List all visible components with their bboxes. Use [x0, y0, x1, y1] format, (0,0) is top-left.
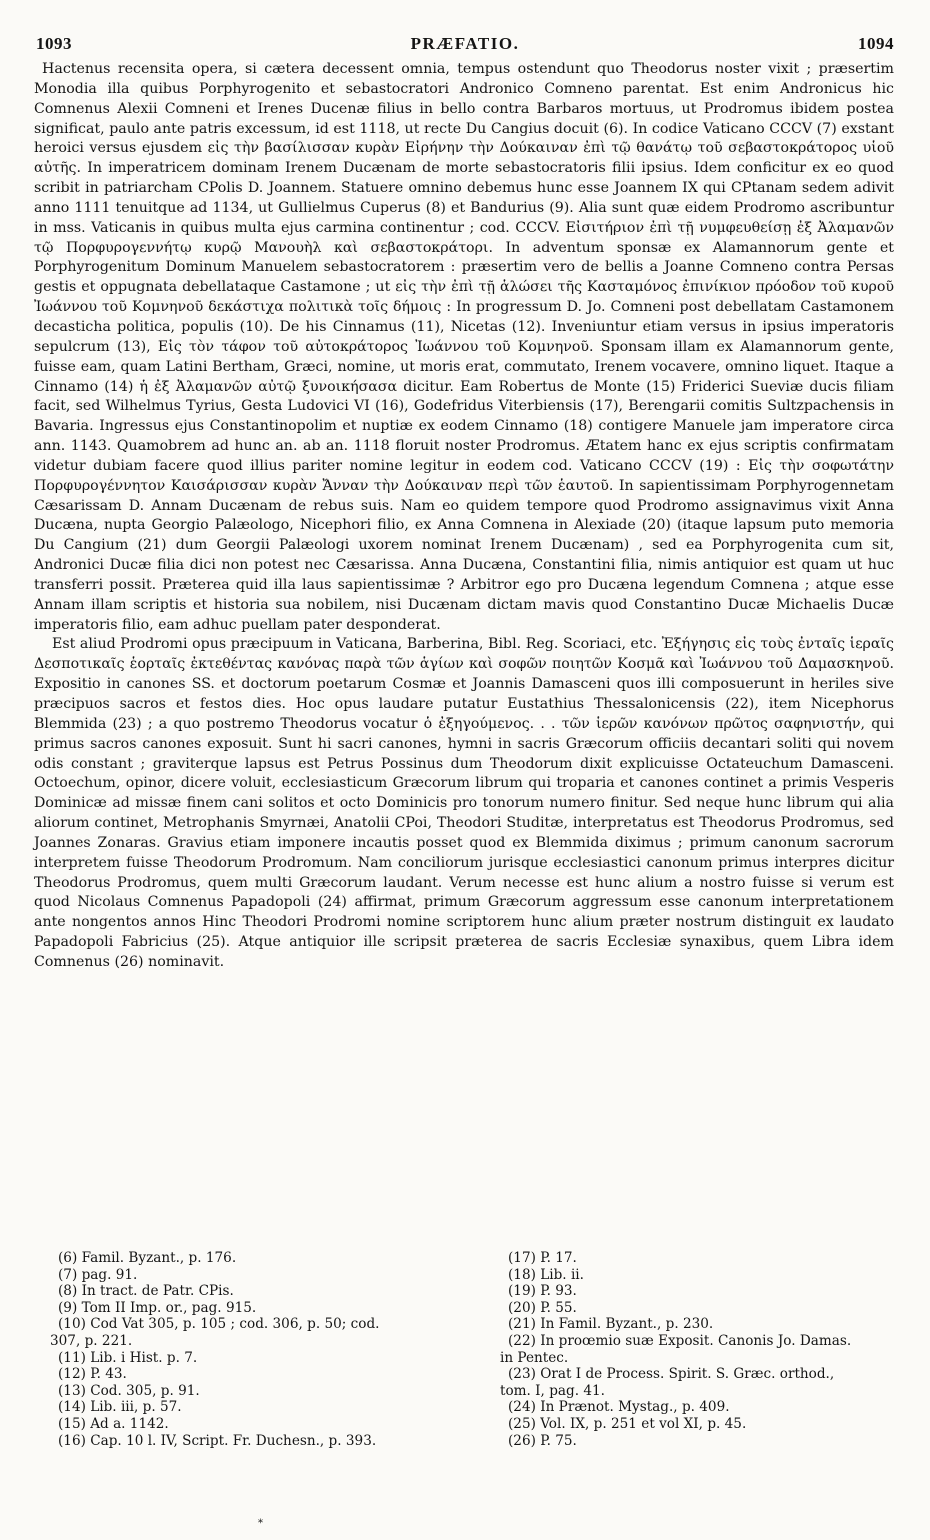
- page-number-right: 1094: [858, 34, 894, 53]
- footnotes-left: [50, 1250, 458, 1449]
- footnote: (19) P. 93.: [508, 1283, 577, 1300]
- footnote: 307, p. 221.: [50, 1332, 133, 1349]
- footnote: (12) P. 43.: [58, 1366, 127, 1383]
- footnote: (9) Tom II Imp. or., pag. 915.: [58, 1299, 257, 1316]
- footnote: (23) Orat I de Process. Spirit. S. Græc. orthod.,: [508, 1366, 835, 1383]
- footnote: (16) Cap. 10 l. IV, Script. Fr. Duchesn., p. 393.: [58, 1432, 377, 1449]
- footnote: (18) Lib. ii.: [508, 1266, 584, 1283]
- footnote: (6) Famil. Byzant., p. 176.: [58, 1250, 237, 1266]
- footnote: tom. I, pag. 41.: [500, 1382, 605, 1399]
- paragraph-2: Est aliud Prodromi opus præcipuum in Vaticana, Barberina, Bibl. Reg. Scoriaci, etc. Ἐξήγησις εἰς τοὺς ἐνταῖς ἱεραῖς Δεσποτικαῖς ἑορταῖς ἐκτεθέντας κανόνας παρὰ τῶν ἁγίων καὶ σοφῶν ποιητῶν Κοσμᾶ καὶ Ἰωάννου τοῦ Δαμασκηνοῦ. Expositio in canones SS. et doctorum poetarum Cosmæ et Joannis Damasceni quos illi composuerunt in heriles sive præcipuos sacros et festos dies. Hoc opus laudare putatur Eustathius Thessalonicensis (22), item Nicephorus Blemmida (23) ; a quo postremo Theodorus vocatur ὁ ἐξηγούμενος. . . τῶν ἱερῶν κανόνων πρῶτος σαφηνιστήν, qui primus sacros canones exposuit. Sunt hi sacri canones, hymni in sacris Græcorum officiis decantari soliti qui novem odis constant ; graviterque lapsus est Petrus Possinus dum Theodorum dixit explicuisse Octateuchum Damasceni. Octoechum, opinor, dicere voluit, ecclesiasticum Græcorum librum qui troparia et canones continet a primis Vesperis Dominicæ ad missæ finem cani solitos et octo Dominicis pro tonorum numero finitur. Sed neque hunc librum qui alia aliorum continet, Metrophanis Smyrnæi, Anatolii CPoi, Theodori Studitæ, interpretatus est Theodorus Prodromus, sed Joannes Zonaras. Gravius etiam imponere incautis posset quod ex Blemmida diximus ; primum canonum sacrorum interpretem fuisse Theodorum Prodromum. Nam conciliorum jurisque ecclesiastici canonum primus interpres dicitur Theodorus Prodromus, quem multi Græcorum laudant. Verum necesse est hunc alium a nostro fuisse si verum est quod Nicolaus Comnenus Papadopoli (24) affirmat, primum Græcorum aggressum esse canonum interpretationem ante nongentos annos Hinc Theodori Prodromi nomine scriptorem hunc alium præter nostrum distinguit ex laudato Papadopoli Fabricius (25). Atque antiquior ille scripsit præterea de sacris Ecclesiæ synaxibus, quem Libra idem Comnenus (26) nominavit.: [34, 636, 894, 970]
- footnote: (14) Lib. iii, p. 57.: [58, 1399, 182, 1416]
- footnote: (25) Vol. IX, p. 251 et vol XI, p. 45.: [508, 1415, 747, 1432]
- main-text: [34, 60, 894, 973]
- footer-mark: *: [258, 1518, 263, 1529]
- page-number-left: 1093: [36, 34, 72, 53]
- footnote: (20) P. 55.: [508, 1299, 577, 1316]
- footnotes-right: [500, 1250, 908, 1449]
- footnote: (22) In proœmio suæ Exposit. Canonis Jo. Damas.: [508, 1332, 852, 1349]
- running-title: PRÆFATIO.: [410, 34, 520, 53]
- footnote: (24) In Prænot. Mystag., p. 409.: [508, 1399, 730, 1416]
- footnote: (10) Cod Vat 305, p. 105 ; cod. 306, p. 50; cod.: [58, 1316, 380, 1333]
- footnote: (8) In tract. de Patr. CPis.: [58, 1283, 234, 1300]
- footnote: (7) pag. 91.: [58, 1266, 138, 1283]
- footnote: (26) P. 75.: [508, 1432, 577, 1449]
- footnote: (21) In Famil. Byzant., p. 230.: [508, 1316, 714, 1333]
- footnote: (13) Cod. 305, p. 91.: [58, 1382, 200, 1399]
- footnote: (17) P. 17.: [508, 1250, 577, 1266]
- footnote: (11) Lib. i Hist. p. 7.: [58, 1349, 198, 1366]
- footnote: in Pentec.: [500, 1349, 569, 1366]
- footnote: (15) Ad a. 1142.: [58, 1415, 169, 1432]
- paragraph-1: Hactenus recensita opera, si cætera decessent omnia, tempus ostendunt quo Theodorus noster vixit ; præsertim Monodia illa quibus Porphyrogenito et sebastocratori Andronico Comneno parentat. Est enim Andronicus hic Comnenus Alexii Comneni et Irenes Ducenæ filius in bello contra Barbaros mortuus, ut Prodromus ibidem postea significat, paulo ante patris excessum, id est 1118, ut recte Du Cangius docuit (6). In codice Vaticano CCCV (7) exstant heroici versus ejusdem εἰς τὴν βασίλισσαν κυρὰν Εἰρήνην τὴν Δούκαιναν ἐπὶ τῷ θανάτῳ τοῦ σεβαστοκράτορος υἱοῦ αὐτῆς. In imperatricem dominam Irenem Ducænam de morte sebastocratoris filii ipsius. Idem conficitur ex eo quod scribit in patriarcham CPolis D. Joannem. Statuere omnino debemus hunc esse Joannem IX qui CPtanam sedem adivit anno 1111 tenuitque ad 1134, ut Gullielmus Cuperus (8) et Bandurius (9). Alia sunt quæ eidem Prodromo ascribuntur in mss. Vaticanis in quibus multa ejus carmina continentur ; cod. CCCV. Εἰσιτήριον ἐπὶ τῇ νυμφευθείσῃ ἐξ Ἀλαμανῶν τῷ Πορφυρογεννήτῳ κυρῷ Μανουὴλ καὶ σεβαστοκράτορι. In adventum sponsæ ex Alamannorum gente et Porphyrogenitum Dominum Manuelem sebastocratorem : præsertim vero de bellis a Joanne Comneno contra Persas gestis et oppugnata debellataque Castamone ; ut εἰς τὴν ἐπὶ τῇ ἁλώσει τῆς Κασταμόνος ἐπινίκιον πρόοδον τοῦ κυροῦ Ἰωάννου τοῦ Κομνηνοῦ δεκάστιχα πολιτικὰ τοῖς δήμοις : In progressum D. Jo. Comneni post debellatam Castamonem decasticha politica, populis (10). De his Cinnamus (11), Nicetas (12). Inveniuntur etiam versus in ipsius imperatoris sepulcrum (13), Εἰς τὸν τάφον τοῦ αὐτοκράτορος Ἰωάννου τοῦ Κομνηνοῦ. Sponsam illam ex Alamannorum gente, fuisse eam, quam Latini Bertham, Græci, nomine, ut moris erat, commutato, Irenem vocavere, omnino liquet. Itaque a Cinnamo (14) ἡ ἐξ Ἀλαμανῶν αὐτῷ ξυνοικήσασα dicitur. Eam Robertus de Monte (15) Friderici Sueviæ ducis filiam facit, sed Wilhelmus Tyrius, Gesta Ludovici VI (16), Godefridus Viterbiensis (17), Berengarii comitis Sultzpachensis in Bavaria. Ingressus ejus Constantinopolim et nuptiæ ex eodem Cinnamo (18) contigere Manuele jam imperatore circa ann. 1143. Quamobrem ad hunc an. ab an. 1118 floruit noster Prodromus. Ætatem hanc ex ejus scriptis confirmatam videtur dubiam facere quod illius pariter nomine legitur in eodem cod. Vaticano CCCV (19) : Εἰς τὴν σοφωτάτην Πορφυρογέννητον Καισάρισσαν κυρὰν Ἄνναν τὴν Δούκαιναν περὶ τῶν ἑαυτοῦ. In sapientissimam Porphyrogennetam Cæsarissam D. Annam Ducænam de rebus suis. Nam eo quidem tempore quod Prodromo assignavimus vixit Anna Ducæna, nupta Georgio Palæologo, Nicephori filio, ex Anna Comnena in Alexiade (20) (itaque lapsum puto memoria Du Cangium (21) dum Georgii Palæologi uxorem nominat Irenem Ducænam) , sed ea Porphyrogenita cum sit, Andronici Ducæ filia dici non potest nec Cæsarissa. Anna Ducæna, Constantini filia, nimis antiquior est quam ut huc transferri possit. Præterea quid illa laus sapientissimæ ? Arbitror ego pro Ducæna legendum Comnena ; atque esse Annam illam scriptis et historia sua nobilem, nisi Ducænam dictam mavis quod Constantino Ducæ Michaelis Ducæ imperatoris filio, eam adhuc puellam pater desponderat.: [34, 61, 894, 633]
